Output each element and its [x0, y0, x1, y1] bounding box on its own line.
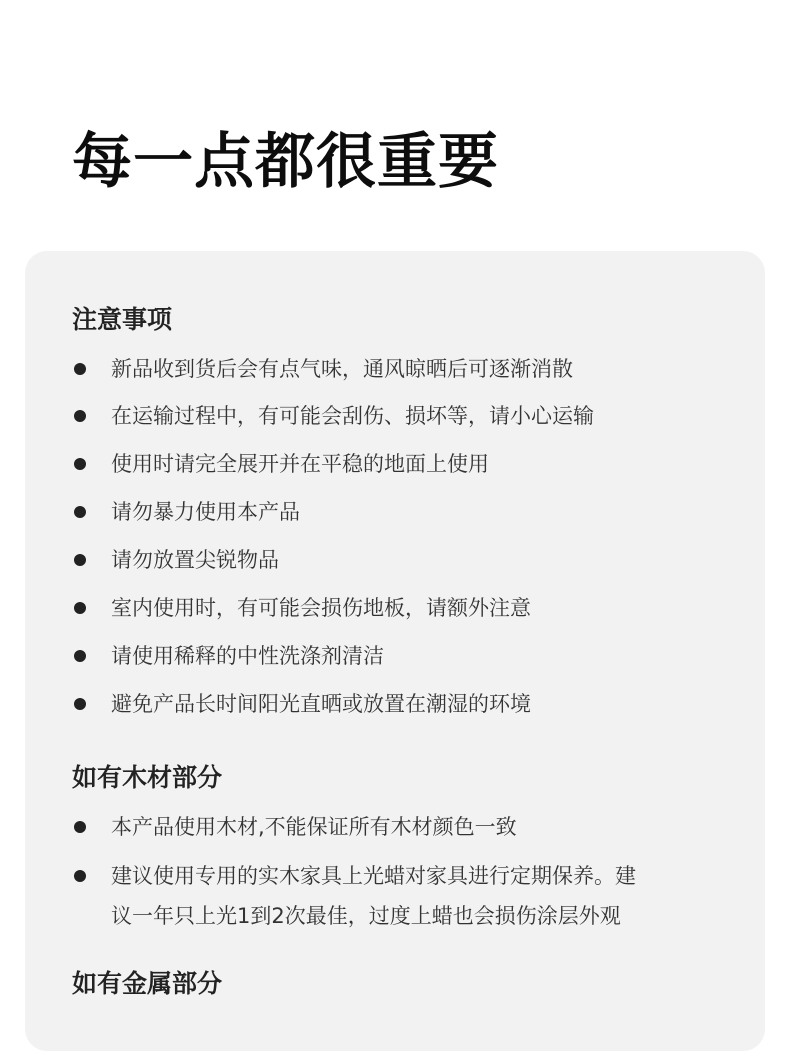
list-item-text: 请勿放置尖锐物品: [111, 548, 279, 572]
bullet-icon: [74, 650, 86, 662]
section-notice: [72, 302, 722, 338]
bullet-icon: [74, 458, 86, 470]
bullet-icon: [74, 870, 86, 882]
bullet-icon: [74, 506, 86, 518]
page-title: 每一点都很重要: [72, 127, 499, 197]
list-item-text: 请使用稀释的中性洗涤剂清洁: [111, 644, 384, 668]
section-heading-metal: 如有金属部分: [72, 969, 223, 998]
list-item-text: 新品收到货后会有点气味，通风晾晒后可逐渐消散: [111, 357, 573, 381]
list-item-text: 室内使用时，有可能会损伤地板，请额外注意: [111, 596, 531, 620]
bullet-icon: [74, 821, 86, 833]
list-item-text: 使用时请完全展开并在平稳的地面上使用: [111, 452, 489, 476]
section-wood: [72, 760, 722, 796]
bullet-icon: [74, 363, 86, 375]
bullet-icon: [74, 698, 86, 710]
list-item-text-line-2: 议一年只上光1到2次最佳，过度上蜡也会损伤涂层外观: [111, 904, 621, 928]
list-item-text: 请勿暴力使用本产品: [111, 500, 300, 524]
list-item-text-line-1: 建议使用专用的实木家具上光蜡对家具进行定期保养。建: [111, 864, 636, 888]
bullet-icon: [74, 410, 86, 422]
section-heading-wood: 如有木材部分: [72, 763, 223, 792]
list-item-text: 本产品使用木材,不能保证所有木材颜色一致: [111, 815, 517, 839]
list-item-text: 在运输过程中，有可能会刮伤、损坏等，请小心运输: [111, 404, 594, 428]
section-metal: [72, 966, 722, 1002]
bullet-icon: [74, 602, 86, 614]
list-item-text: 避免产品长时间阳光直晒或放置在潮湿的环境: [111, 692, 531, 716]
section-heading-notice: 注意事项: [72, 305, 173, 334]
bullet-icon: [74, 554, 86, 566]
